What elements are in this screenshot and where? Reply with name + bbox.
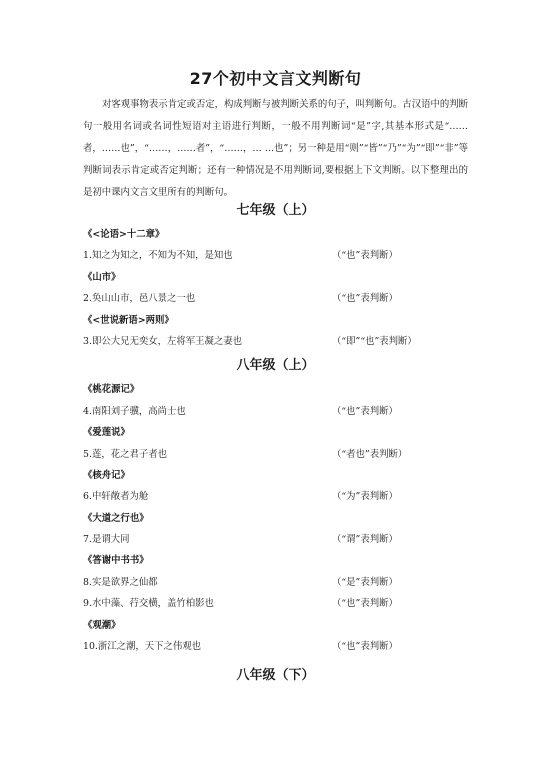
source-title: 《核舟记》: [83, 469, 130, 481]
sentence-note: （“也”表判断）: [332, 598, 398, 610]
sentence-note: （“也”表判断）: [332, 641, 398, 653]
source-title: 《大道之行也》: [83, 512, 149, 524]
sentence-line: [83, 288, 468, 309]
sentence-note: （“也”表判断）: [332, 250, 398, 262]
source-title: 《山市》: [83, 271, 121, 283]
sentence-text: 1.知之为知之，不知为不知，是知也: [83, 250, 233, 262]
sentence-text: 7.是谓大同: [83, 534, 130, 546]
sentence-note: （“者也”表判断）: [332, 448, 408, 460]
sentence-text: 4.南阳刘子骥，高尚士也: [83, 405, 186, 417]
sentence-text: 9.水中藻、荇交横，盖竹柏影也: [83, 598, 214, 610]
sentence-note: （“是”表判断）: [332, 576, 398, 588]
sentence-line: [83, 636, 468, 657]
source-title: 《观潮》: [83, 619, 121, 631]
grade-heading-8-lower: 八年级（下）: [236, 668, 315, 684]
sentence-line: [83, 486, 468, 507]
sentence-line: [83, 529, 468, 550]
sentence-line: [83, 401, 468, 422]
source-title: 《答谢中书书》: [83, 555, 149, 567]
sentence-note: （“也”表判断）: [332, 293, 398, 305]
sentence-note: （“谓”表判断）: [332, 534, 398, 546]
section-8-upper: [83, 379, 468, 657]
sentence-line: [83, 444, 468, 465]
sentence-line: [83, 331, 468, 352]
sentence-text: 2.奂山山市，邑八景之一也: [83, 293, 196, 305]
sentence-text: 10.浙江之潮，天下之伟观也: [83, 641, 202, 653]
grade-heading-7-upper: 七年级（上）: [236, 203, 315, 218]
sentence-text: 5.莲，花之君子者也: [83, 448, 167, 460]
grade-heading-8-upper: 八年级（上）: [236, 358, 315, 374]
sentence-line: [83, 245, 468, 266]
source-title: 《桃花源记》: [83, 384, 140, 396]
section-7-upper: [83, 224, 468, 352]
sentence-line: [83, 593, 468, 614]
sentence-note: （“为”表判断）: [332, 491, 398, 503]
sentence-note: （“即”“也”表判断）: [332, 335, 417, 347]
document-page: [83, 64, 468, 689]
intro-paragraph: 对客观事物表示肯定或否定，构成判断与被判断关系的句子，叫判断句。古汉语中的判断句一般用名词或名词性短语对主语进行判断，一般不用判断词“是”字,其基本形式是“……者，……也”，“……，……者”，“……，… …也”；另一种是用“则”“皆”“乃”“为”“即”“非”等判断词表示肯定或否定判断；还有一种情况是不用判断词,要根据上下文判断。以下整理出的是初中课内文言文里所有的判断句。: [83, 99, 468, 198]
source-title: 《爱莲说》: [83, 427, 130, 439]
sentence-note: （“也”表判断）: [332, 405, 398, 417]
page-title: 27个初中文言文判断句: [189, 69, 362, 88]
sentence-text: 8.实是欲界之仙都: [83, 576, 158, 588]
sentence-line: [83, 572, 468, 593]
source-title: 《<世说新语>两则》: [83, 314, 174, 326]
source-title: 《<论语>十二章》: [83, 229, 165, 240]
sentence-text: 6.中轩敞者为舱: [83, 491, 149, 503]
sentence-text: 3.即公大兄无奕女，左将军王凝之妻也: [83, 335, 242, 347]
